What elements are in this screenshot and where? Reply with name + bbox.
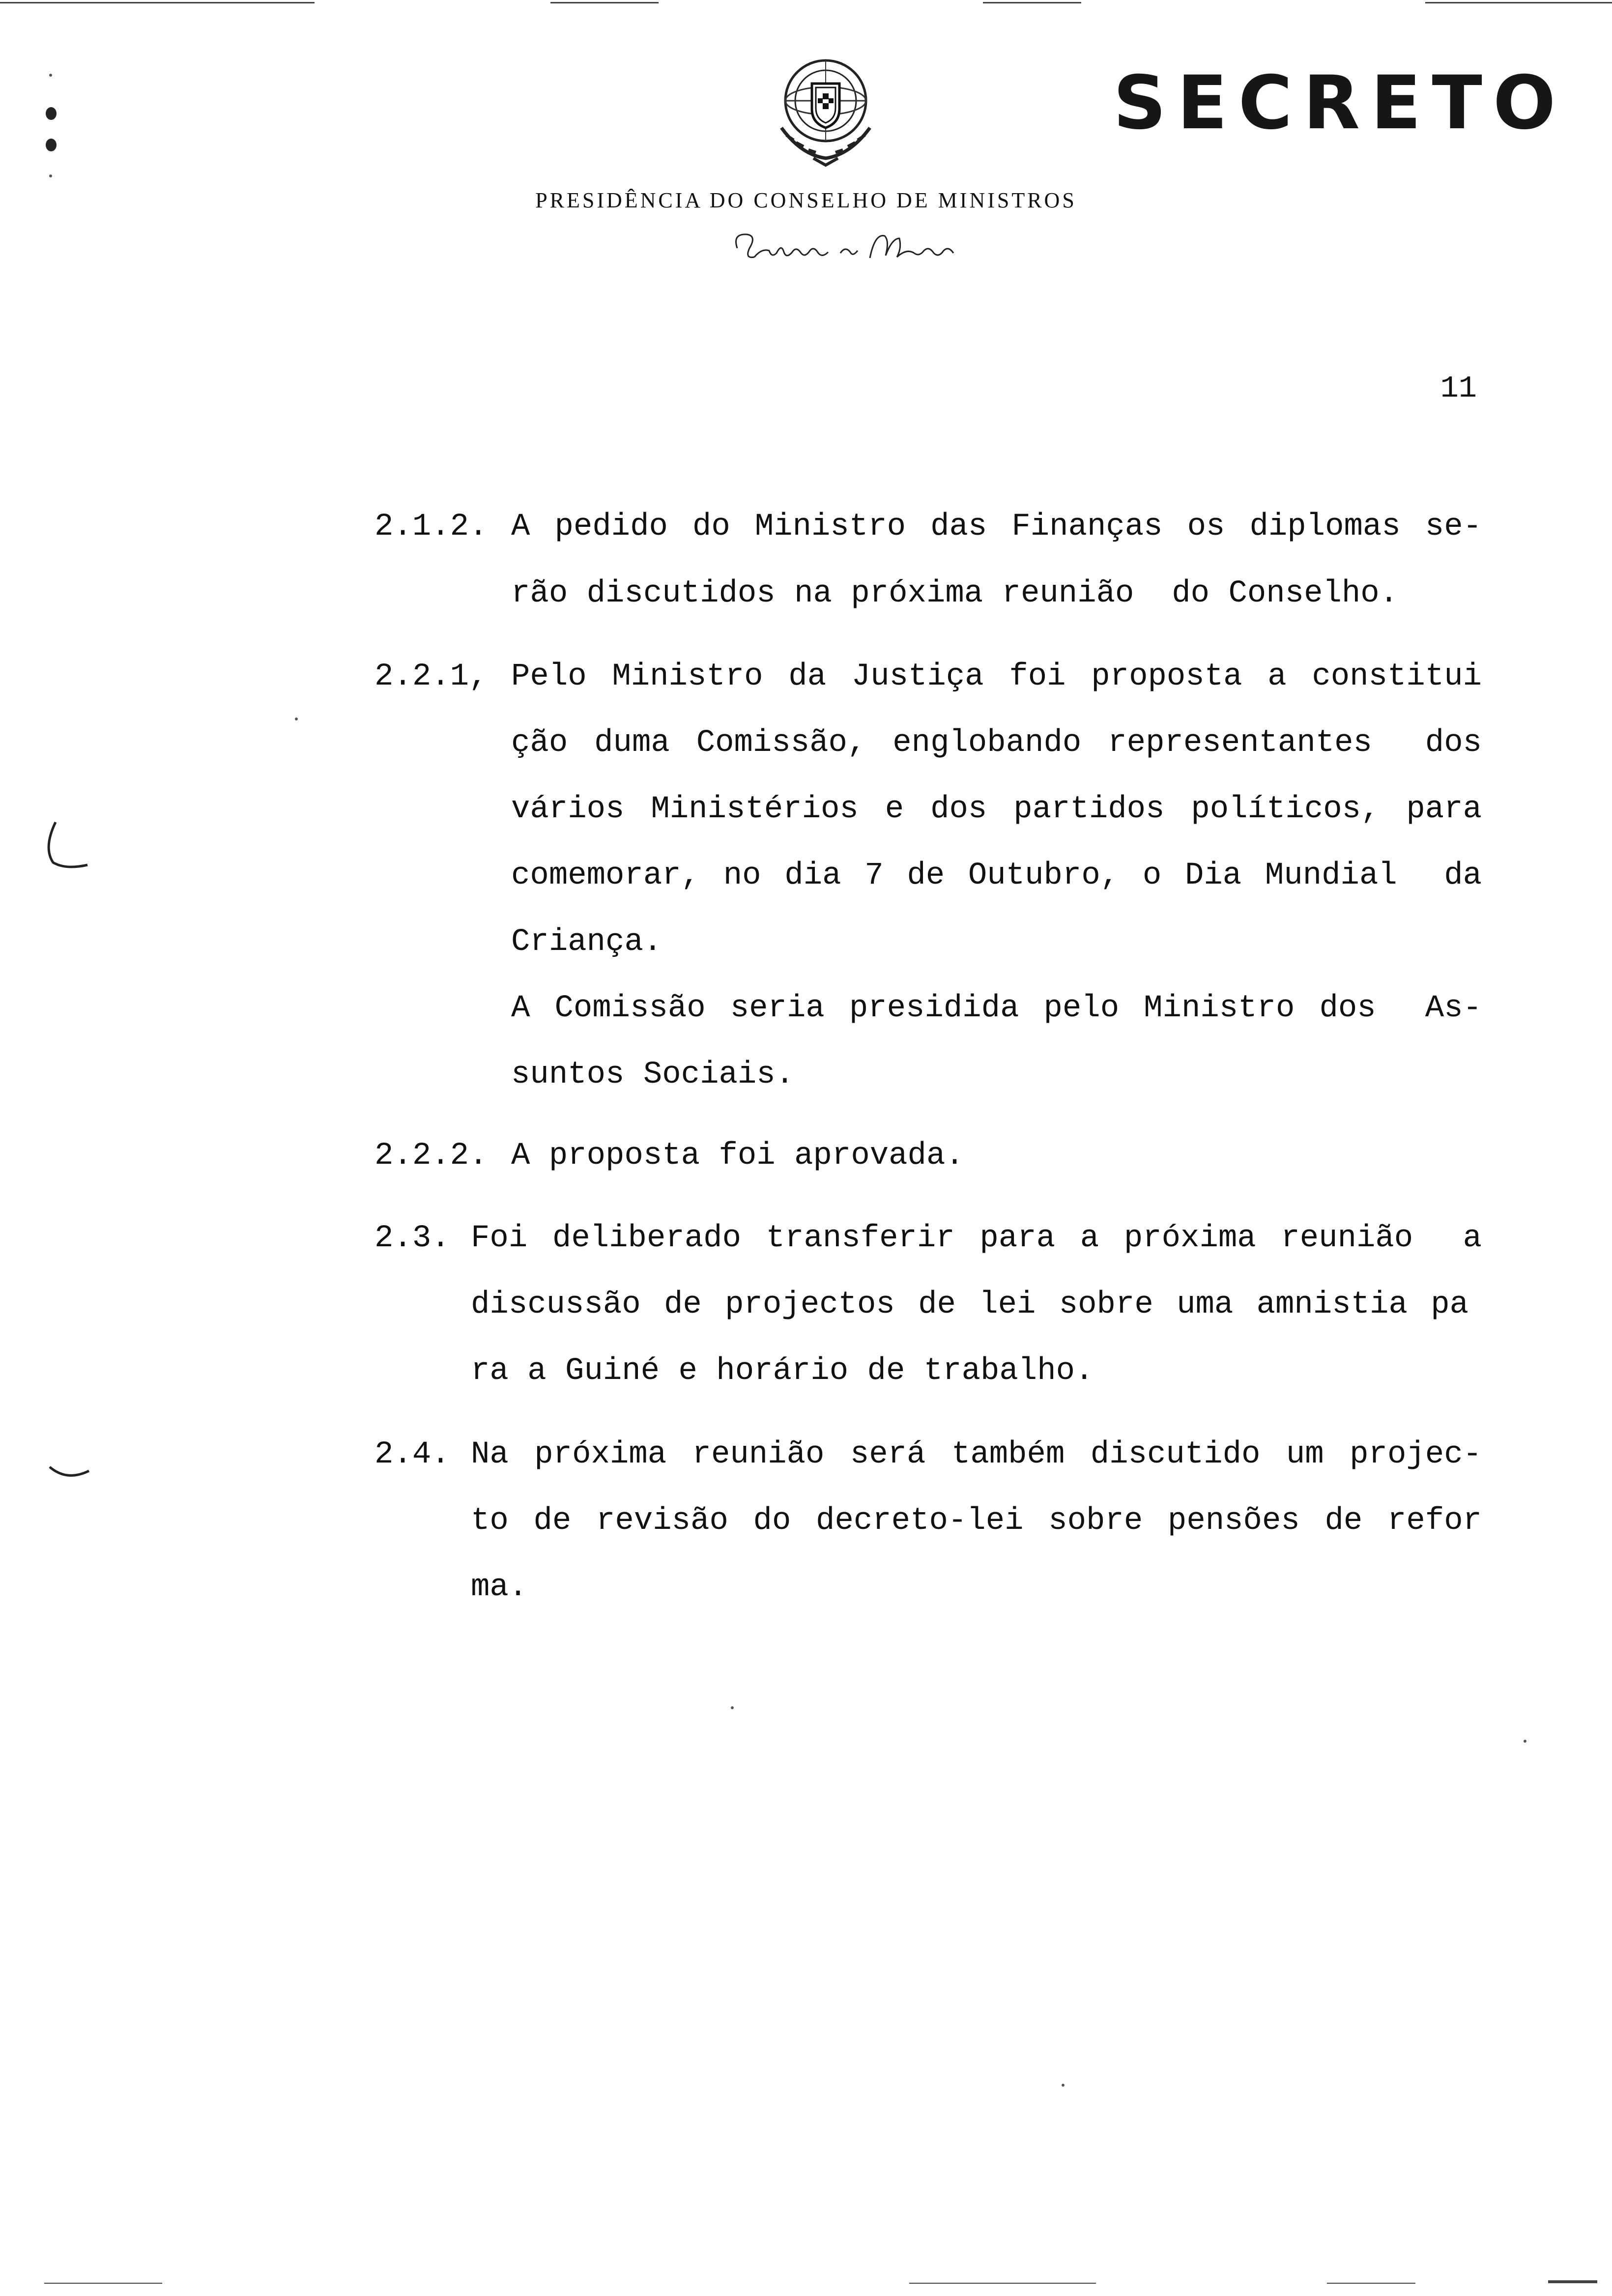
paragraph-line: Na próxima reunião será também discutido um projec- [471,1437,1482,1472]
scan-edge-line [550,2,659,3]
paragraph-line: ra a Guiné e horário de trabalho. [471,1353,1094,1389]
paragraph-line: vários Ministérios e dos partidos políticos, para [511,792,1482,827]
scan-edge-line [1548,2280,1597,2283]
scan-edge-line [1327,2283,1415,2284]
page-number: 11 [1440,371,1477,406]
paragraph-line: rão discutidos na próxima reunião do Conselho. [511,576,1399,611]
margin-tick-mark [47,1462,91,1487]
scan-speck [1062,2084,1065,2087]
item-number: 2.3. [374,1221,450,1256]
scan-speck [295,718,298,720]
item-number: 2.2.1, [374,659,488,694]
punch-hole [46,107,57,120]
scan-speck [1524,1740,1526,1743]
item-number: 2.4. [374,1437,450,1472]
paragraph-line: to de revisão do decreto-lei sobre pensões de refor [471,1503,1482,1539]
paragraph-line: Pelo Ministro da Justiça foi proposta a constitui [511,659,1482,694]
margin-bracket-mark [38,818,92,872]
item-number: 2.1.2. [374,509,488,545]
margin-speck [49,74,52,77]
paragraph-line: suntos Sociais. [511,1057,795,1092]
scan-edge-line [909,2283,1096,2284]
scan-edge-line [1425,2,1612,3]
paragraph-line: A pedido do Ministro das Finanças os diplomas se- [511,509,1482,545]
institution-heading: PRESIDÊNCIA DO CONSELHO DE MINISTROS [535,188,1077,212]
paragraph-line: discussão de projectos de lei sobre uma amnistia pa [471,1287,1468,1322]
paragraph-line: A proposta foi aprovada. [511,1138,964,1174]
punch-hole [46,139,57,151]
scan-speck [731,1706,734,1709]
scan-edge-line [44,2283,162,2284]
scan-edge-line [983,2,1081,3]
paragraph-line: A Comissão seria presidida pelo Ministro dos As- [511,991,1482,1026]
margin-speck [49,174,52,177]
office-signature-script [727,229,963,268]
scan-edge-line [0,2,315,3]
paragraph-line: ção duma Comissão, englobando representantes dos [511,725,1482,761]
paragraph-line: Criança. [511,924,662,960]
paragraph-line: comemorar, no dia 7 de Outubro, o Dia Mundial da [511,858,1482,893]
portuguese-coat-of-arms-icon [767,54,885,167]
classification-stamp: SECRETO [1113,60,1567,146]
item-number: 2.2.2. [374,1138,488,1174]
paragraph-line: Foi deliberado transferir para a próxima reunião a [471,1221,1482,1256]
paragraph-line: ma. [471,1570,528,1605]
